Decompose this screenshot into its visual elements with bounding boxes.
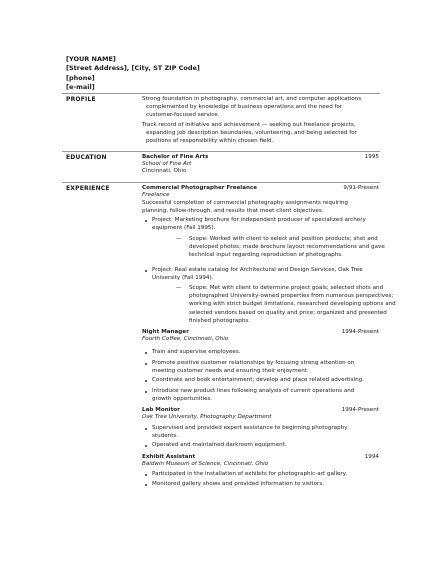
school-location: Cincinnati, Ohio (142, 168, 187, 174)
job-org: Fourth Coffee, Cincinnati, Ohio (142, 336, 229, 342)
address: [Street Address], [City, ST ZIP Code] (66, 64, 200, 73)
job-dates: 1994 (364, 454, 379, 460)
dash-icon: — (176, 285, 182, 291)
bullet-icon (145, 474, 147, 476)
bullet-line: Monitored gallery shows and provided information to visitors. (152, 481, 325, 487)
bullet-icon (145, 220, 147, 222)
bullet-icon (145, 445, 147, 447)
bullet-line: Train and supervise employees. (152, 349, 241, 355)
bullet-line: students. (152, 433, 179, 440)
profile-line: Strong foundation in photography, commercial art, and computer applications (142, 96, 362, 102)
job-summary (142, 199, 348, 215)
profile-paragraph-1 (142, 95, 361, 120)
bullet-line: developed photos; made brochure layout recommendations and gave (189, 244, 385, 251)
bullet-line: technical input regarding reproduction of photographs. (189, 252, 343, 259)
job-title: Exhibit Assistant (142, 454, 196, 460)
bullet-icon (145, 352, 147, 354)
bullet-line: photographed University-owned properties from numerous perspectives; (189, 293, 394, 300)
bullet-icon (145, 380, 147, 382)
bullet-line: University (Fall 1994). (152, 275, 214, 282)
section-label-experience: EXPERIENCE (66, 185, 110, 192)
summary-line: planning, follow-through, and results that meet client objectives. (142, 208, 324, 215)
profile-line: expanding job description boundaries, volunteering, and being selected for (146, 130, 357, 137)
profile-line: positions of responsibility within chosen field. (146, 138, 274, 145)
bullet-line: equipment (Fall 1995). (152, 225, 216, 232)
sub-bullet-item (189, 235, 385, 260)
contact-header (66, 55, 200, 93)
bullet-line: working with strict budget limitations, researched developing options and (189, 301, 396, 308)
bullet-item (152, 348, 241, 356)
section-divider (62, 182, 380, 183)
bullet-item (152, 359, 354, 375)
school-name: School of Fine Art (142, 161, 192, 167)
bullet-line: Project: Marketing brochure for independent producer of specialized archery (152, 217, 366, 223)
job-dates: 1994-Present (341, 407, 379, 413)
profile-line: Track record of initiative and achievement — seeking out freelance projects, (142, 122, 356, 128)
bullet-item (152, 376, 364, 384)
bullet-item (152, 216, 366, 232)
bullet-line: Supervised and provided expert assistance to beginning photography (152, 425, 348, 431)
job-dates: 1994-Present (341, 329, 379, 335)
job-org: Freelance (142, 192, 170, 198)
bullet-item (152, 424, 348, 440)
job-title: Lab Monitor (142, 407, 180, 413)
bullet-line: Project: Real estate catalog for Architectural and Design Services, Oak Tree (152, 267, 363, 273)
bullet-line: Participated in the installation of exhibits for photographic-art gallery. (152, 471, 348, 477)
bullet-line: Promote positive customer relationships by focusing strong attention on (152, 360, 355, 366)
job-org: Baldwin Museum of Science, Cincinnati, Ohio (142, 461, 269, 467)
bullet-line: Coordinate and book entertainment; develop and place related advertising. (152, 377, 364, 383)
bullet-line: growth opportunities. (152, 396, 213, 403)
bullet-line: selected vendors based on quality and price; organized and presented (189, 309, 387, 316)
bullet-item (152, 480, 324, 488)
bullet-line: Operated and maintained darkroom equipment. (152, 442, 287, 448)
bullet-icon (145, 270, 147, 272)
bullet-icon (145, 391, 147, 393)
summary-line: Successful completion of commercial photography assignments requiring (142, 200, 348, 206)
job-dates: 9/91-Present (343, 185, 379, 191)
profile-line: complemented by knowledge of business operations and the need for (146, 104, 343, 111)
bullet-item (152, 266, 363, 282)
bullet-item (152, 387, 354, 403)
bullet-line: meeting customer needs and ensuring their enjoyment. (152, 368, 309, 375)
bullet-icon (145, 363, 147, 365)
name: [YOUR NAME] (66, 55, 116, 63)
bullet-item (152, 441, 287, 449)
section-label-profile: PROFILE (66, 96, 96, 103)
bullet-line: Scope: Worked with client to select and position products; shot and (189, 236, 378, 242)
bullet-icon (145, 428, 147, 430)
job-title: Night Manager (142, 329, 189, 335)
job-org: Oak Tree University, Photography Department (142, 414, 272, 420)
bullet-icon (145, 484, 147, 486)
degree-title: Bachelor of Fine Arts (142, 154, 209, 160)
section-divider (62, 93, 380, 94)
sub-bullet-item (189, 284, 396, 325)
bullet-item (152, 470, 347, 478)
dash-icon: — (176, 236, 182, 242)
section-label-education: EDUCATION (66, 154, 107, 161)
education-year: 1995 (364, 154, 379, 160)
job-title: Commercial Photographer Freelance (142, 185, 258, 191)
bullet-line: Scope: Met with client to determine project goals; selected shots and (189, 285, 384, 291)
email: [e-mail] (66, 83, 95, 92)
profile-paragraph-2 (142, 121, 357, 146)
profile-line: customer-focused service. (146, 112, 220, 119)
phone: [phone] (66, 73, 95, 82)
bullet-line: finished photographs. (189, 317, 251, 324)
section-divider (62, 151, 380, 152)
bullet-line: Introduce new product lines following analysis of current operations and (152, 388, 355, 394)
